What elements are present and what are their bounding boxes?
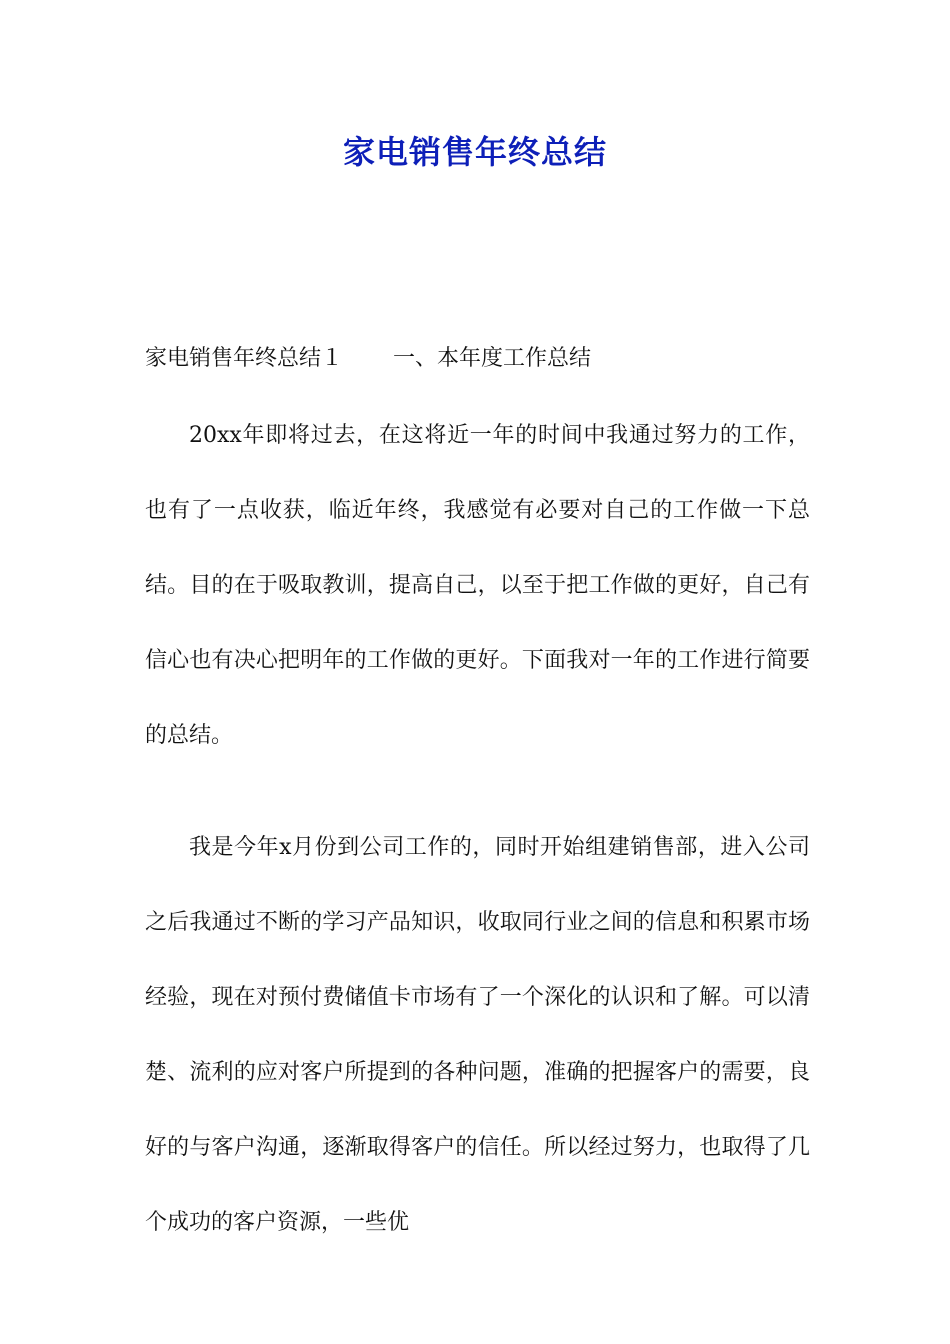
intro-line xyxy=(145,340,810,378)
document-body xyxy=(145,340,810,1260)
intro-section-heading: 一、本年度工作总结 xyxy=(393,346,592,371)
intro-heading: 家电销售年终总结１ xyxy=(145,346,344,371)
paragraph-1: 20xx年即将过去，在这将近一年的时间中我通过努力的工作，也有了一点收获，临近年终，我感觉有必要对自己的工作做一下总结。目的在于吸取教训，提高自己，以至于把工作做的更好，自己有信心也有决心把明年的工作做的更好。下面我对一年的工作进行简要的总结。 xyxy=(145,422,810,748)
document-title: 家电销售年终总结 xyxy=(342,133,607,171)
paragraph-2: 我是今年x月份到公司工作的，同时开始组建销售部，进入公司之后我通过不断的学习产品知识，收取同行业之间的信息和积累市场经验，现在对预付费储值卡市场有了一个深化的认识和了解。可以清楚、流利的应对客户所提到的各种问题，准确的把握客户的需要，良好的与客户沟通，逐渐取得客户的信任。所以经过努力，也取得了几个成功的客户资源，一些优 xyxy=(145,835,810,1235)
